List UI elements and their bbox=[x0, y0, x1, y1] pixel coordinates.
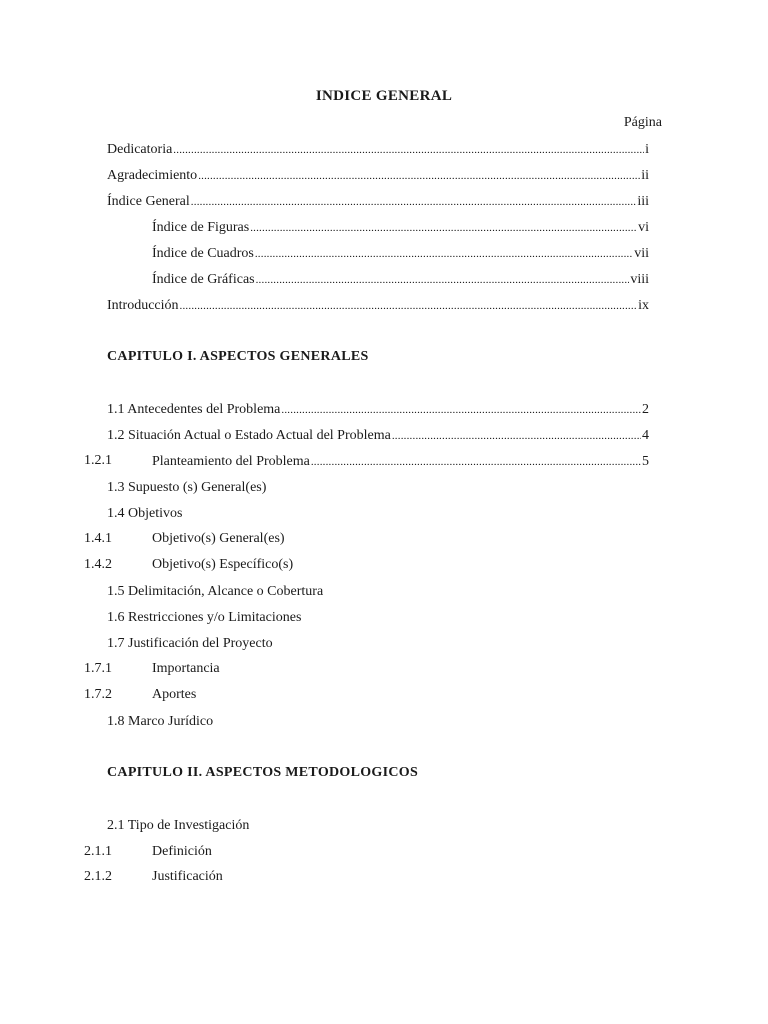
toc-entry-page: viii bbox=[630, 272, 649, 287]
dot-leader bbox=[250, 222, 637, 234]
toc-entry-page: 5 bbox=[642, 454, 649, 469]
section-number: 1.4.1 bbox=[84, 531, 112, 546]
dot-leader bbox=[198, 170, 640, 182]
toc-entry-1-4-1: Objetivo(s) General(es) bbox=[152, 531, 285, 546]
section-number: 1.4.2 bbox=[84, 557, 112, 572]
toc-entry-introduccion bbox=[107, 298, 649, 318]
toc-entry-label: Agradecimiento bbox=[107, 168, 198, 183]
toc-entry-agradecimiento bbox=[107, 168, 649, 188]
page-column-header: Página bbox=[623, 115, 662, 130]
toc-entry-page: ii bbox=[641, 168, 649, 183]
toc-entry-page: 2 bbox=[642, 402, 649, 417]
toc-entry-label: Dedicatoria bbox=[107, 142, 173, 157]
toc-entry-dedicatoria bbox=[107, 142, 649, 162]
chapter-1-heading: CAPITULO I. ASPECTOS GENERALES bbox=[107, 349, 369, 364]
toc-entry-label: 1.1 Antecedentes del Problema bbox=[107, 402, 281, 417]
toc-entry-label: Planteamiento del Problema bbox=[152, 454, 310, 469]
section-number: 1.7.2 bbox=[84, 687, 112, 702]
chapter-2-heading: CAPITULO II. ASPECTOS METODOLOGICOS bbox=[107, 765, 419, 780]
dot-leader bbox=[256, 274, 630, 286]
toc-entry-label: Índice General bbox=[107, 194, 190, 209]
dot-leader bbox=[180, 300, 638, 312]
toc-entry-1-1 bbox=[107, 402, 649, 422]
toc-entry-1-3: 1.3 Supuesto (s) General(es) bbox=[107, 480, 267, 495]
toc-entry-1-4: 1.4 Objetivos bbox=[107, 506, 183, 521]
toc-entry-1-7-1: Importancia bbox=[152, 661, 220, 676]
toc-entry-1-2 bbox=[107, 428, 649, 448]
dot-leader bbox=[311, 456, 641, 468]
toc-entry-1-5: 1.5 Delimitación, Alcance o Cobertura bbox=[107, 584, 324, 599]
toc-entry-label: 1.2 Situación Actual o Estado Actual del Problema bbox=[107, 428, 391, 443]
toc-entry-1-4-2: Objetivo(s) Específico(s) bbox=[152, 557, 294, 572]
toc-entry-page: vii bbox=[634, 246, 649, 261]
toc-entry-1-6: 1.6 Restricciones y/o Limitaciones bbox=[107, 610, 302, 625]
toc-entry-label: Índice de Cuadros bbox=[152, 246, 254, 261]
toc-entry-page: iii bbox=[637, 194, 649, 209]
toc-entry-1-2-1 bbox=[152, 454, 649, 474]
toc-entry-page: i bbox=[645, 142, 649, 157]
toc-entry-1-8: 1.8 Marco Jurídico bbox=[107, 714, 214, 729]
toc-entry-indice-general bbox=[107, 194, 649, 214]
toc-entry-indice-graficas bbox=[152, 272, 649, 292]
toc-entry-indice-cuadros bbox=[152, 246, 649, 266]
toc-entry-page: ix bbox=[638, 298, 649, 313]
section-number: 2.1.1 bbox=[84, 844, 112, 859]
toc-entry-page: vi bbox=[638, 220, 649, 235]
dot-leader bbox=[191, 196, 637, 208]
dot-leader bbox=[392, 430, 641, 442]
toc-entry-indice-figuras bbox=[152, 220, 649, 240]
dot-leader bbox=[255, 248, 633, 260]
toc-entry-1-7-2: Aportes bbox=[152, 687, 197, 702]
toc-entry-1-7: 1.7 Justificación del Proyecto bbox=[107, 636, 273, 651]
dot-leader bbox=[281, 404, 641, 416]
toc-entry-label: Introducción bbox=[107, 298, 179, 313]
section-number: 1.7.1 bbox=[84, 661, 112, 676]
toc-entry-label: Índice de Figuras bbox=[152, 220, 250, 235]
toc-entry-label: Índice de Gráficas bbox=[152, 272, 255, 287]
toc-entry-page: 4 bbox=[642, 428, 649, 443]
section-number: 2.1.2 bbox=[84, 869, 112, 884]
document-title: INDICE GENERAL bbox=[315, 88, 453, 104]
toc-entry-2-1: 2.1 Tipo de Investigación bbox=[107, 818, 250, 833]
toc-entry-2-1-1: Definición bbox=[152, 844, 212, 859]
toc-entry-2-1-2: Justificación bbox=[152, 869, 223, 884]
dot-leader bbox=[173, 144, 644, 156]
section-number: 1.2.1 bbox=[84, 453, 112, 468]
